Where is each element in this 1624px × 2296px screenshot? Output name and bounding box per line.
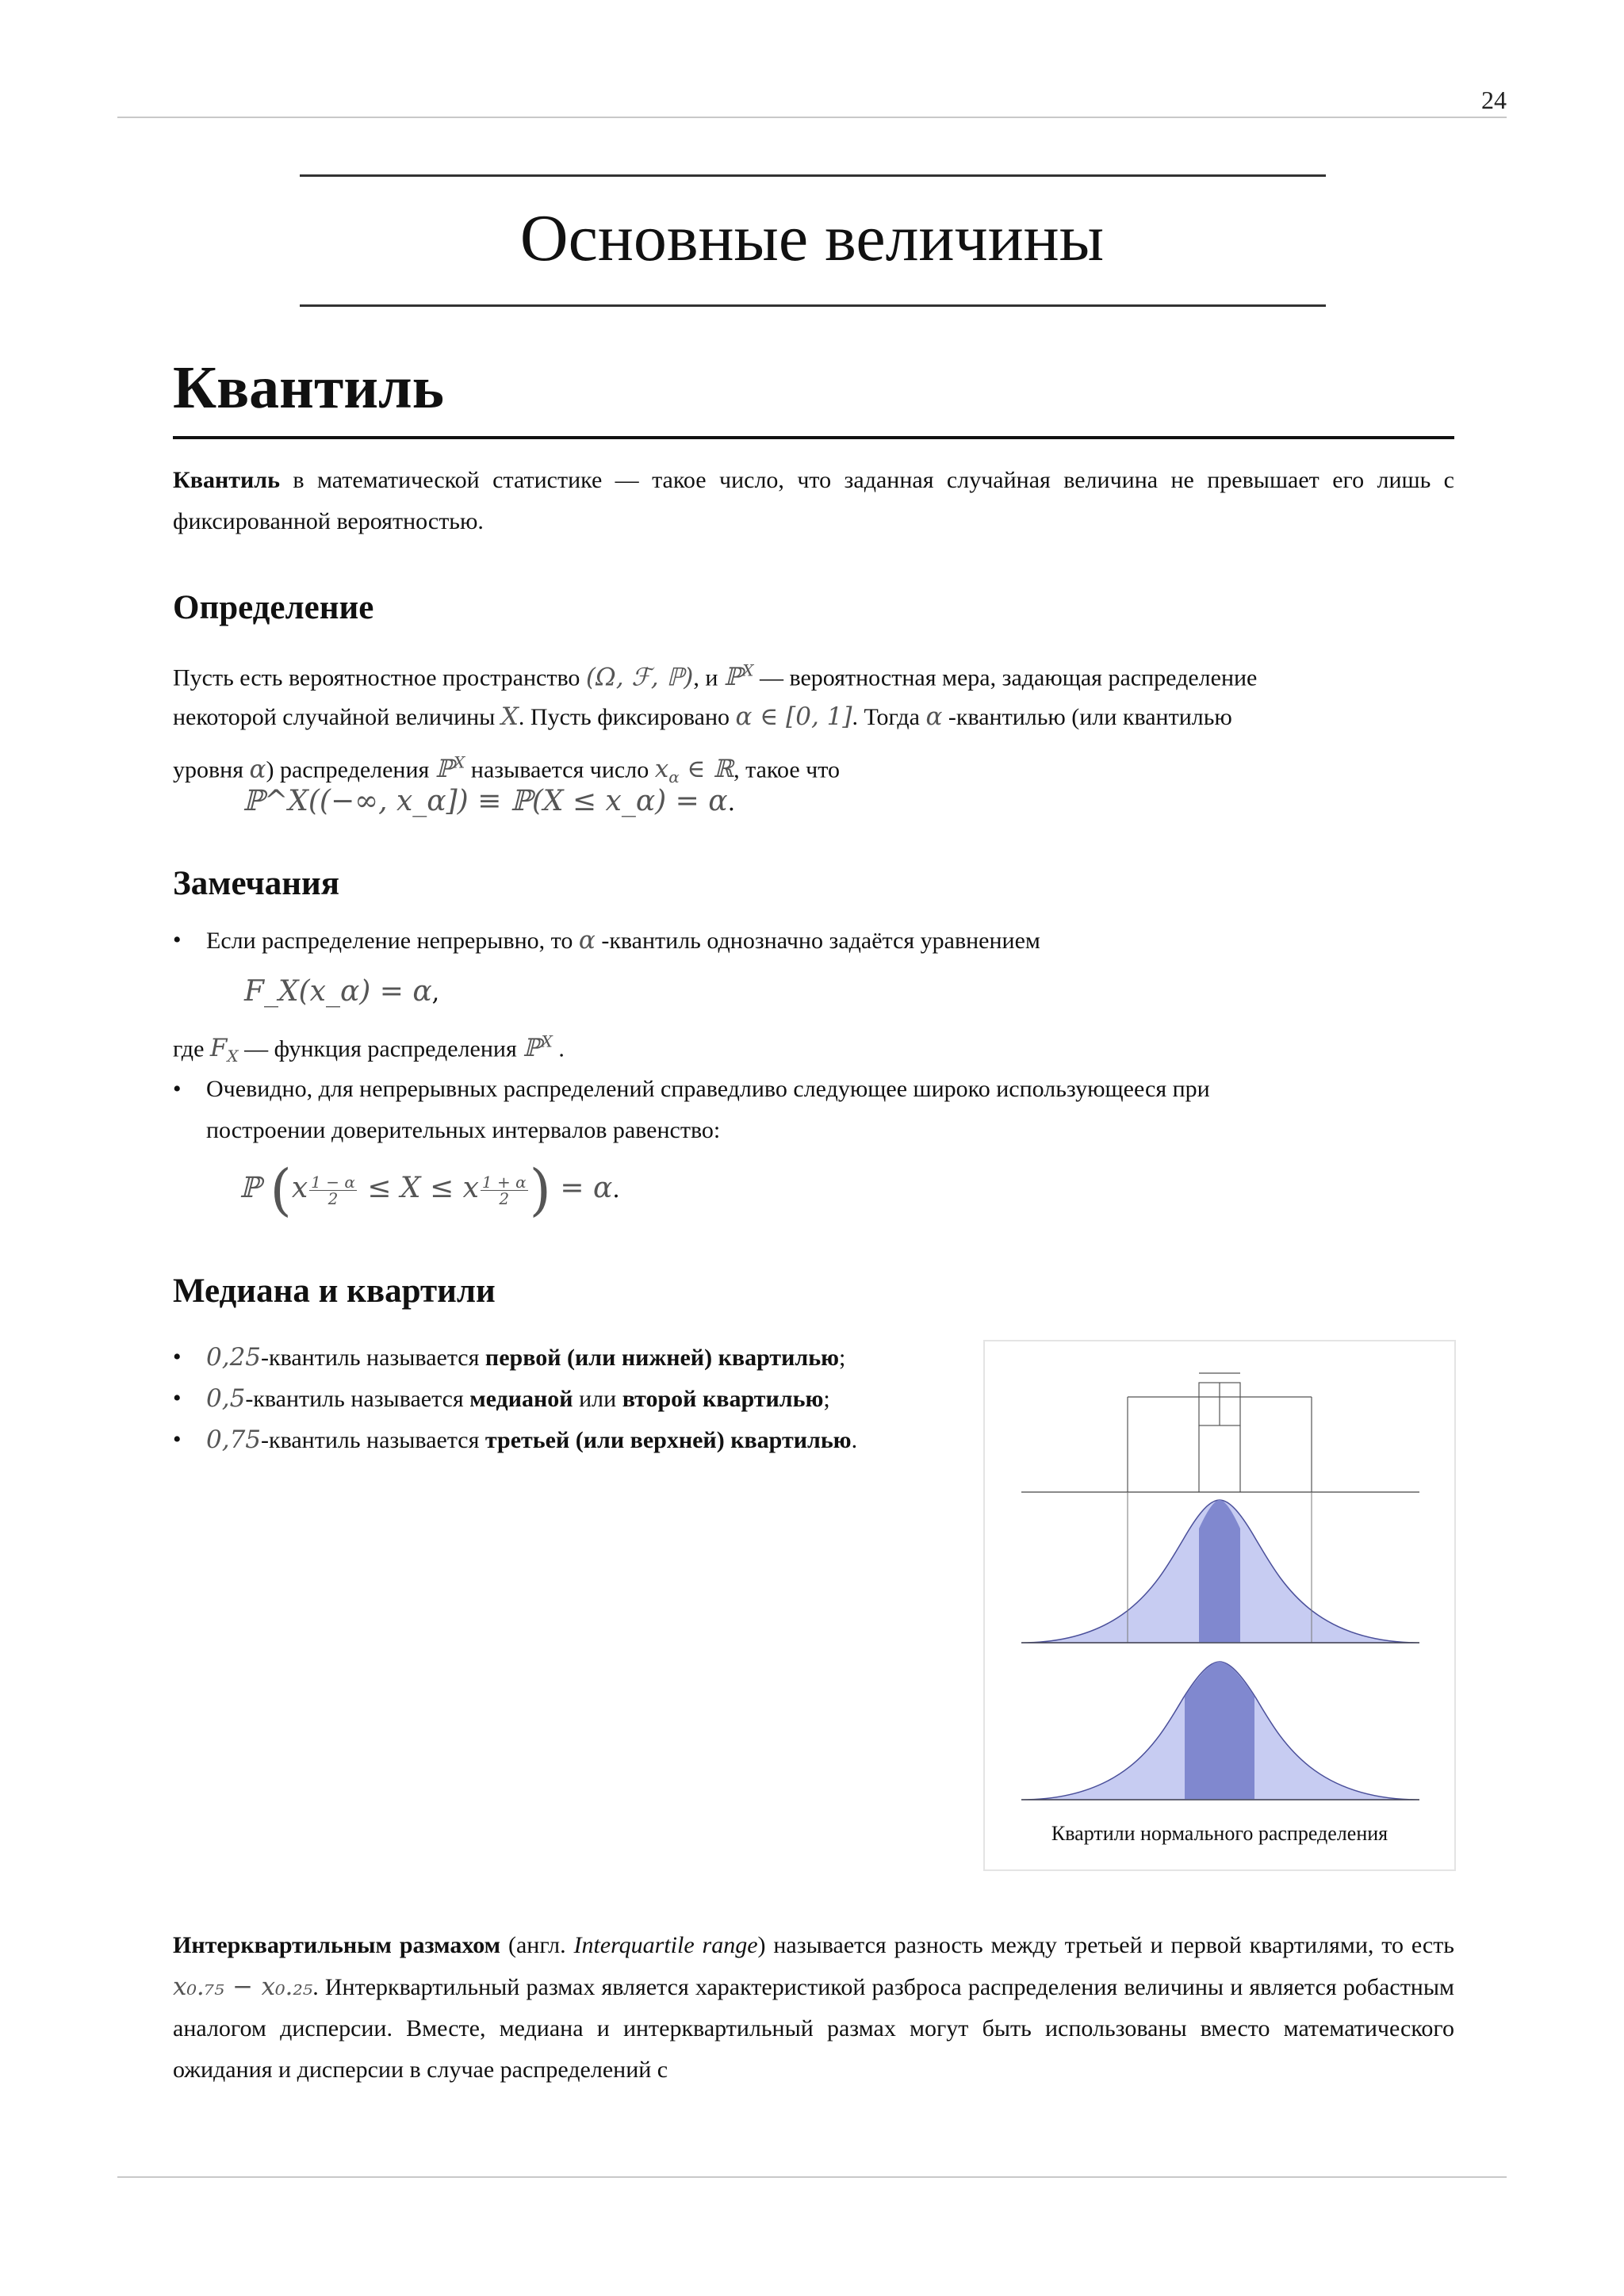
- text-run: Если распределение непрерывно, то: [206, 928, 579, 954]
- alpha-symbol: α: [925, 702, 943, 731]
- text-run: , такое что: [733, 756, 840, 783]
- measure-symbol: ℙ: [723, 663, 743, 692]
- measure-superscript: X: [454, 753, 465, 772]
- definition-heading: Определение: [173, 589, 374, 626]
- text-run: ;: [823, 1386, 830, 1412]
- median-heading: Медиана и квартили: [173, 1272, 496, 1310]
- iqr-term: Интерквартильным размахом: [173, 1932, 501, 1958]
- page-number: 24: [1481, 86, 1507, 114]
- remark-item-2-line-1: Очевидно, для непрерывных распределений справедливо следующее широко использующееся при: [206, 1076, 1210, 1102]
- density-middle: [1021, 1492, 1419, 1643]
- definition-line-3: [173, 742, 1454, 787]
- fraction-upper: [481, 1174, 528, 1207]
- random-variable-formula: X: [500, 702, 519, 731]
- chapter-rule-top: [300, 174, 1326, 177]
- footer-rule: [117, 2176, 1507, 2178]
- quartile-item-3: [173, 1419, 966, 1460]
- formula-period: .: [612, 1176, 620, 1203]
- confidence-interval-formula: [239, 1158, 620, 1223]
- alpha-range-formula: α ∈ [0, 1]: [735, 702, 852, 731]
- bullet-dot: •: [173, 927, 182, 953]
- in-reals: ∈ ℝ: [679, 755, 734, 784]
- text-run: -квантиль называется: [245, 1386, 470, 1412]
- measure-formula: [435, 755, 465, 783]
- intro-paragraph: [173, 460, 1454, 542]
- text-run: -квантиль называется: [261, 1427, 485, 1453]
- text-run: , и: [693, 664, 724, 691]
- text-run: ) называется разность между третьей и первой квартилями, то есть: [757, 1932, 1454, 1958]
- text-run: некоторой случайной величины: [173, 704, 501, 730]
- x-subscript: α: [668, 767, 680, 787]
- figure-caption: Квартили нормального распределения: [1051, 1822, 1388, 1845]
- text-run: . Тогда: [852, 704, 926, 730]
- fraction-denominator: 2: [327, 1188, 339, 1208]
- equals-alpha: = α: [550, 1172, 613, 1204]
- remark-item-1: [173, 920, 1454, 961]
- normal-distribution-diagram: [985, 1341, 1454, 1817]
- fraction-denominator: 2: [499, 1188, 510, 1208]
- right-paren: ): [529, 1158, 551, 1223]
- quartile-item-1-text: [206, 1337, 845, 1379]
- f-subscript: X: [227, 1047, 239, 1066]
- x-symbol: x: [654, 755, 669, 784]
- text-run: -квантиль однозначно задаётся уравнением: [595, 928, 1040, 954]
- level-value: 0,25: [206, 1343, 262, 1372]
- quartile-item-1: [173, 1337, 966, 1378]
- text-run: . Пусть фиксировано: [518, 704, 736, 730]
- quartile-term: третьей (или верхней) квартилью: [485, 1427, 852, 1453]
- cdf-symbol: [209, 1034, 239, 1066]
- iqr-paragraph: [173, 1925, 1454, 2091]
- cdf-formula-text: F_X(x_α) = α: [244, 975, 432, 1008]
- measure-symbol: ℙ: [523, 1034, 542, 1063]
- alpha-symbol: α: [249, 755, 266, 784]
- definition-line-1: [173, 650, 1454, 691]
- bullet-dot: •: [173, 1344, 182, 1370]
- level-value: 0,5: [206, 1384, 246, 1413]
- formula-period: .: [727, 789, 736, 817]
- chapter-title: Основные величины: [519, 201, 1105, 275]
- text-run: где: [173, 1035, 210, 1062]
- x-symbol: x: [462, 1172, 479, 1204]
- bullet-dot: •: [173, 1385, 182, 1411]
- measure-formula: [523, 1034, 553, 1062]
- text-run: называется число: [465, 756, 655, 783]
- measure-formula: [724, 663, 754, 691]
- one-sigma-area: [1185, 1662, 1254, 1800]
- measure-symbol: ℙ: [435, 755, 454, 784]
- definition-formula: [243, 785, 735, 817]
- header-rule: [117, 117, 1507, 118]
- level-value: 0,75: [206, 1425, 262, 1454]
- cdf-formula: [244, 975, 439, 1008]
- remark-item-1-text: [206, 920, 1040, 962]
- quartile-term: второй квартилью: [622, 1386, 824, 1412]
- text-run: -квантилью (или квантилью: [942, 704, 1232, 730]
- iqr-area: [1199, 1500, 1240, 1643]
- alpha-symbol: α: [578, 926, 596, 955]
- quartiles-figure: [983, 1340, 1456, 1871]
- density-bottom: [1021, 1662, 1419, 1800]
- p-symbol: ℙ: [239, 1172, 262, 1204]
- quartile-item-3-text: [206, 1419, 857, 1461]
- formula-comma: ,: [431, 979, 440, 1007]
- text-run: или: [573, 1386, 622, 1412]
- text-run: .: [851, 1427, 858, 1453]
- intro-text: в математической статистике — такое число, что заданная случайная величина не превышает его лишь с фиксированной вероятностью.: [173, 467, 1454, 534]
- definition-formula-text: ℙ^X((−∞, x_α]) ≡ ℙ(X ≤ x_α) = α: [243, 785, 728, 817]
- quartile-term: первой (или нижней) квартилью: [485, 1345, 839, 1371]
- text-run: ;: [839, 1345, 846, 1371]
- median-term: медианой: [469, 1386, 573, 1412]
- text-run: — функция распределения: [238, 1035, 523, 1062]
- left-paren: (: [270, 1158, 292, 1223]
- text-run: уровня: [173, 756, 250, 783]
- f-symbol: F: [209, 1034, 228, 1063]
- iqr-formula: x₀.₇₅ − x₀.₂₅: [173, 1973, 313, 2001]
- x-symbol: x: [291, 1172, 308, 1204]
- measure-superscript: X: [742, 661, 754, 680]
- fraction-numerator: 1 + α: [481, 1172, 527, 1192]
- where-line: [173, 1021, 1454, 1066]
- definition-line-2: [173, 696, 1454, 737]
- remark-item-2: [173, 1069, 1454, 1151]
- probability-space-formula: (Ω, ℱ, ℙ): [585, 663, 694, 692]
- article-title-rule: [173, 436, 1454, 439]
- fraction-numerator: 1 − α: [311, 1172, 355, 1192]
- bullet-dot: •: [173, 1076, 182, 1102]
- remarks-heading: Замечания: [173, 865, 340, 902]
- text-run: -квантиль называется: [261, 1345, 485, 1371]
- quantile-formula: [654, 755, 734, 787]
- measure-superscript: X: [541, 1032, 553, 1051]
- chapter-rule-bottom: [300, 304, 1326, 307]
- bullet-dot: •: [173, 1426, 182, 1452]
- intro-term: Квантиль: [173, 467, 280, 493]
- inequality: ≤ X ≤: [358, 1172, 463, 1204]
- iqr-english-term: Interquartile range: [573, 1932, 758, 1958]
- text-run: Пусть есть вероятностное пространство: [173, 664, 586, 691]
- quartile-item-2: [173, 1378, 966, 1419]
- remark-item-2-line-2: построении доверительных интервалов равенство:: [206, 1117, 721, 1143]
- text-run: .: [552, 1035, 565, 1062]
- fraction-lower: [309, 1174, 357, 1207]
- text-run: (англ.: [500, 1932, 574, 1958]
- text-run: . Интерквартильный размах является характеристикой разброса распределения величины и является робастным аналогом дисперсии. Вместе, медиана и интерквартильный размах могут быть использованы вместо математического ожидания и дисперсии в случае распределений с: [173, 1974, 1454, 2083]
- text-run: — вероятностная мера, задающая распределение: [753, 664, 1258, 691]
- article-title: Квантиль: [173, 354, 444, 421]
- boxplot: [1128, 1373, 1312, 1492]
- quartile-item-2-text: [206, 1378, 830, 1420]
- text-run: ) распределения: [266, 756, 435, 783]
